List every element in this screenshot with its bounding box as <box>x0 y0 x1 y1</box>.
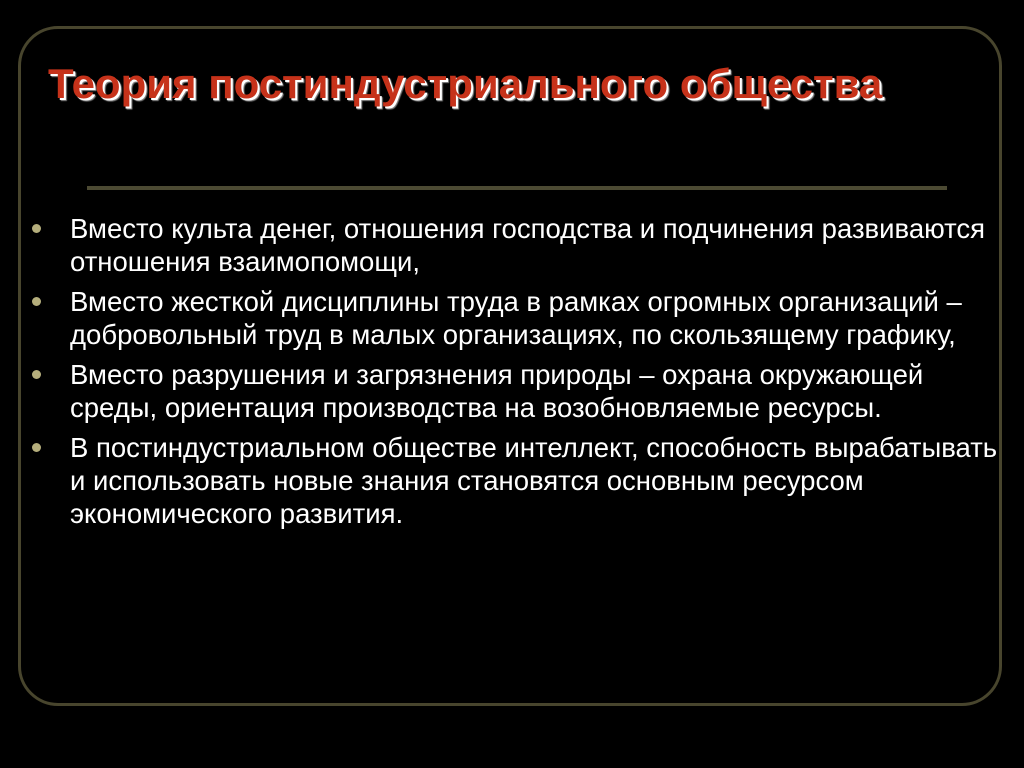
bullet-text: Вместо культа денег, отношения господства и подчинения развиваются отношения взаимопомощи, <box>70 213 986 277</box>
bullet-item <box>30 212 1005 278</box>
bullet-dot-icon <box>32 297 41 306</box>
bullet-item <box>30 358 1005 424</box>
bullet-dot-icon <box>32 370 41 379</box>
bullet-list <box>30 212 1005 537</box>
title-divider <box>87 186 947 190</box>
bullet-item <box>30 285 1005 351</box>
bullet-text: В постиндустриальном обществе интеллект, способность вырабатывать и использовать новые знания становятся основным ресурсом экономического развития. <box>70 432 998 529</box>
bullet-item <box>30 431 1005 530</box>
bullet-dot-icon <box>32 224 41 233</box>
slide-title: Теория постиндустриального общества <box>48 60 883 107</box>
bullet-dot-icon <box>32 443 41 452</box>
bullet-text: Вместо жесткой дисциплины труда в рамках огромных организаций – добровольный труд в малых организациях, по скользящему графику, <box>70 286 962 350</box>
bullet-text: Вместо разрушения и загрязнения природы – охрана окружающей среды, ориентация производства на возобновляемые ресурсы. <box>70 359 924 423</box>
